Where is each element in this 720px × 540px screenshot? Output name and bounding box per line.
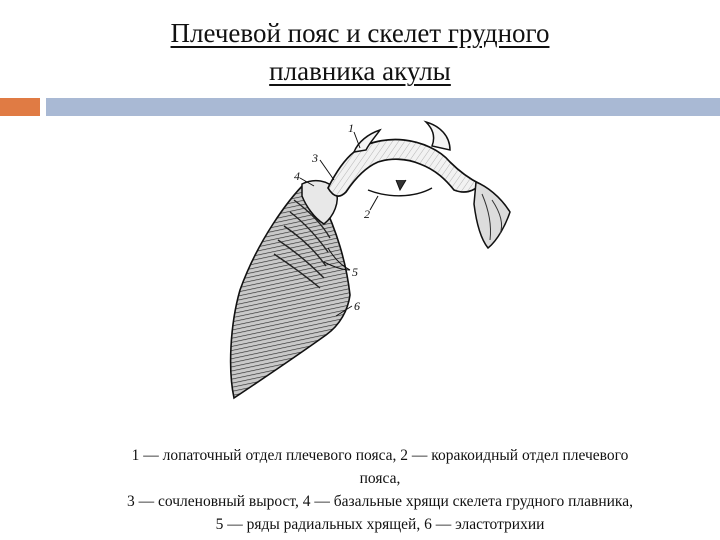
shoulder-girdle [328, 140, 480, 197]
label-2: 2 [364, 207, 370, 221]
slide-title [60, 14, 660, 90]
caption-line-1: 1 — лопаточный отдел плечевого пояса, 2 — коракоидный отдел плечевого [131, 447, 629, 464]
caption-line-2: пояса, [359, 470, 401, 487]
title-line-2: плавника акулы [269, 56, 451, 86]
caption-line-3: 3 — сочленовный вырост, 4 — базальные хрящи скелета грудного плавника, [127, 493, 633, 510]
label-4: 4 [294, 169, 300, 183]
label-3: 3 [312, 151, 318, 165]
label-1: 1 [348, 121, 354, 135]
title-line-1: Плечевой пояс и скелет грудного [170, 18, 550, 48]
label-5: 5 [352, 265, 358, 279]
caption-line-4: 5 — ряды радиальных хрящей, 6 — эластотрихии [215, 516, 545, 533]
label-6: 6 [354, 299, 360, 313]
scapular-process-right [426, 122, 450, 150]
accent-bar-orange [0, 98, 40, 116]
right-fin [474, 182, 510, 248]
figure-caption [40, 444, 720, 536]
shark-fin-illustration [218, 120, 528, 410]
accent-bar-blue [46, 98, 720, 116]
